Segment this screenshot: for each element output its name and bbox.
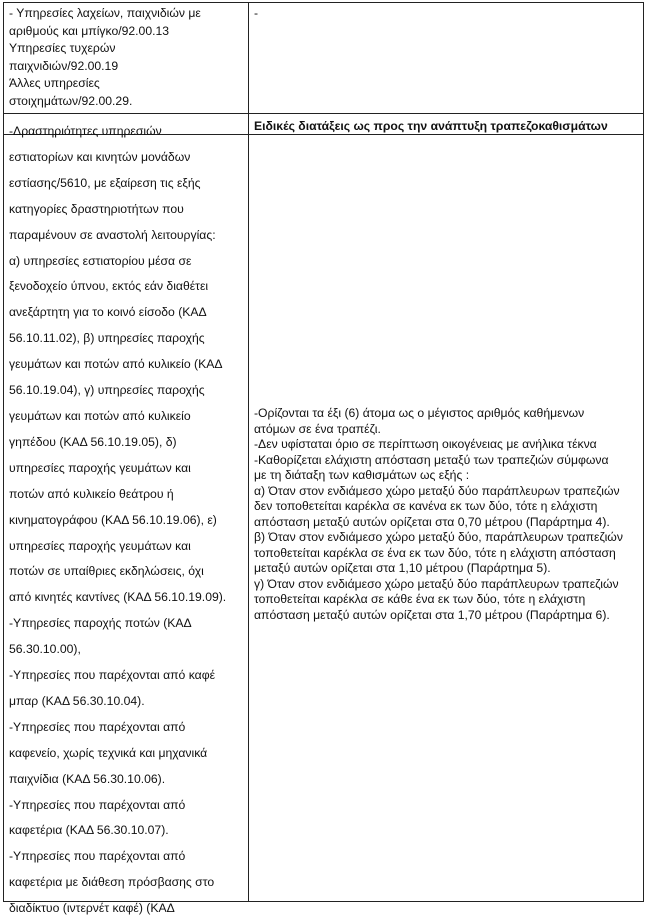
text-line: μπαρ (ΚΑΔ 56.30.10.04). bbox=[9, 693, 145, 708]
text-line: Άλλες υπηρεσίες bbox=[9, 76, 100, 91]
text-line: -Υπηρεσίες που παρέχονται από καφέ bbox=[9, 668, 216, 683]
text-line: μεταξύ αυτών ορίζεται στα 1,10 μέτρου (Παράρτημα 5). bbox=[254, 561, 551, 575]
text-line: γευμάτων και ποτών από κυλικείο bbox=[9, 408, 191, 423]
text-line: -Ορίζονται τα έξι (6) άτομα ως ο μέγιστος αριθμός καθήμενων bbox=[254, 406, 585, 420]
text-line: υπηρεσίες παροχής γευμάτων και bbox=[9, 460, 191, 475]
text-line: ποτών σε υπαίθριες εκδηλώσεις, όχι bbox=[9, 564, 204, 579]
text-line: παραμένουν σε αναστολή λειτουργίας: bbox=[9, 227, 216, 242]
text-line: 56.10.11.02), β) υπηρεσίες παροχής bbox=[9, 331, 205, 346]
text-line: -Υπηρεσίες παροχής ποτών (ΚΑΔ bbox=[9, 616, 192, 631]
text-line: -Υπηρεσίες που παρέχονται από bbox=[9, 797, 186, 812]
special-provisions-header: Ειδικές διατάξεις ως προς την ανάπτυξη τραπεζοκαθισμάτων bbox=[254, 119, 608, 133]
text-line: κατηγορίες δραστηριοτήτων που bbox=[9, 201, 184, 216]
text-line: -Υπηρεσίες που παρέχονται από bbox=[9, 719, 186, 734]
text-line: εστιατορίων και κινητών μονάδων bbox=[9, 149, 191, 164]
text-line: Υπηρεσίες τυχερών bbox=[9, 41, 116, 56]
text-line: δεν τοποθετείται καρέκλα σε κανένα εκ των δύο, τότε η ελάχιστη bbox=[254, 499, 598, 513]
row-divider-1 bbox=[4, 113, 643, 114]
text-line: -Δεν υφίσταται όριο σε περίπτωση οικογένειας με ανήλικα τέκνα bbox=[254, 437, 597, 451]
text-line: ξενοδοχείο ύπνου, εκτός εάν διαθέτει bbox=[9, 279, 209, 294]
text-line: εστίασης/5610, με εξαίρεση τις εξής bbox=[9, 175, 201, 190]
text-line: καφετέρια με διάθεση πρόσβασης στο bbox=[9, 875, 215, 890]
text-line: -Δραστηριότητες υπηρεσιών bbox=[9, 124, 162, 138]
top-right-cell: - bbox=[254, 6, 259, 20]
text-line: - Υπηρεσίες λαχείων, παιχνιδιών με bbox=[9, 6, 201, 20]
text-line: απόσταση μεταξύ αυτών ορίζεται στα 0,70 μέτρου (Παράρτημα 4). bbox=[254, 514, 610, 529]
text-line: -Υπηρεσίες που παρέχονται από bbox=[9, 849, 186, 864]
text-line: απόσταση μεταξύ αυτών ορίζεται στα 1,70 μέτρου (Παράρτημα 6). bbox=[254, 607, 610, 622]
text-line: από κινητές καντίνες (ΚΑΔ 56.10.19.09). bbox=[9, 590, 227, 605]
top-left-cell bbox=[9, 5, 239, 111]
text-line: γηπέδου (ΚΑΔ 56.10.19.05), δ) bbox=[9, 434, 177, 449]
text-line: γευμάτων και ποτών από κυλικείο (ΚΑΔ bbox=[9, 357, 223, 372]
text-line: παιχνίδια (ΚΑΔ 56.30.10.06). bbox=[9, 771, 166, 786]
text-line: αριθμούς και μπίγκο/92.00.13 bbox=[9, 23, 170, 38]
text-line: 56.30.10.00), bbox=[9, 642, 81, 657]
activities-cell bbox=[9, 119, 245, 922]
text-line: γ) Όταν στον ενδιάμεσο χώρο μεταξύ δύο παράπλευρων τραπεζιών bbox=[254, 576, 619, 591]
document-table bbox=[3, 2, 644, 916]
text-line: τοποθετείται καρέκλα σε ένα εκ των δύο, τότε η ελάχιστη απόσταση bbox=[254, 545, 616, 560]
text-line: α) υπηρεσίες εστιατορίου μέσα σε bbox=[9, 253, 192, 268]
text-line: -Καθορίζεται ελάχιστη απόσταση μεταξύ των τραπεζιών σύμφωνα bbox=[254, 452, 609, 467]
text-line: κινηματογράφου (ΚΑΔ 56.10.19.06), ε) bbox=[9, 512, 217, 527]
text-line: 56.10.19.04), γ) υπηρεσίες παροχής bbox=[9, 383, 205, 398]
special-provisions-text bbox=[254, 406, 642, 623]
text-line: ανεξάρτητη για το κοινό είσοδο (ΚΑΔ bbox=[9, 305, 207, 320]
text-line: διαδίκτυο (ιντερνέτ καφέ) (ΚΑΔ bbox=[9, 901, 175, 916]
text-line: ποτών από κυλικείο θεάτρου ή bbox=[9, 486, 174, 501]
text-line: β) Όταν στον ενδιάμεσο χώρο μεταξύ δύο, παράπλευρων τραπεζιών bbox=[254, 530, 623, 544]
text-line: στοιχημάτων/92.00.29. bbox=[9, 93, 133, 108]
text-line: παιχνιδιών/92.00.19 bbox=[9, 58, 119, 73]
text-line: α) Όταν στον ενδιάμεσο χώρο μεταξύ δύο παράπλευρων τραπεζιών bbox=[254, 483, 620, 498]
text-line: τοποθετείται καρέκλα σε κάθε ένα εκ των δύο, τότε η ελάχιστη bbox=[254, 592, 586, 606]
column-divider bbox=[248, 3, 249, 901]
text-line: ατόμων σε ένα τραπέζι. bbox=[254, 421, 381, 436]
text-line: καφετέρια (ΚΑΔ 56.30.10.07). bbox=[9, 823, 169, 838]
text-line: καφενείο, χωρίς τεχνικά και μηχανικά bbox=[9, 745, 208, 760]
text-line: υπηρεσίες παροχής γευμάτων και bbox=[9, 538, 191, 553]
text-line: με τη διάταξη των καθισμάτων ως εξής : bbox=[254, 468, 470, 482]
